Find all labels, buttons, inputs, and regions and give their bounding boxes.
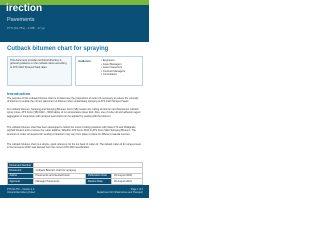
intro-paragraph-2: For cutback bitumen, Spraying and Spraying Bitumen Form (SB) require the cutting of bitumen and bituminous cutback spray mixes. ATS Form (SB) 9110 – 6002 tables of run temperature lower limit. Also, use of cutter oil and adhesion agent aggregates in conjunction with sprayed seal works can be applied by sealing with the bitumen. — [7, 108, 141, 118]
table-value: Cutback Bitumen chart for spraying — [34, 168, 143, 173]
table-label: Publication Date — [86, 173, 112, 178]
footer-left — [7, 188, 35, 194]
table-value: 26 August 2020 — [112, 173, 143, 178]
summary-box: This document provides technical direction & general guidance on the cutback ratios according to ATS 3110 Sprayed Seal rates. — [7, 56, 72, 86]
table-value: 26 August 2021 — [112, 179, 143, 184]
document-footer — [0, 185, 149, 198]
table-label: Document Number — [8, 163, 34, 168]
audience-item: • Asset Inspectors — [101, 66, 125, 70]
table-row — [8, 179, 143, 184]
intro-paragraph-3: The cutback bitumen chart has been developed to reflect the current cutting practices with Class 170 and Multigrade asphalt binders and to reduce the cutter additive. Whether ATS Form 3110 or ATS Form 9110 Spraying Bitumen. The amounts of cutter oil required for sealing contractors may vary from place to place for different material sources. — [7, 126, 136, 136]
table-value: Manager Pavements — [34, 179, 86, 184]
document-info-table — [7, 162, 143, 185]
intro-paragraph-1: The purpose of this cutback bitumen chart is to determine the proportions of cutter oil necessary to reduce the viscosity of bitumen to enable the correct placement of bitumen when undertaking spraying to ATS 3110 Sprayed Seals. — [7, 97, 139, 104]
document-header — [0, 0, 149, 42]
audience-item: • Contract Managers — [101, 70, 125, 74]
header-subtitle: Pavements — [7, 17, 35, 23]
audience-box — [75, 56, 143, 86]
header-title: irection — [6, 3, 43, 14]
document-title: Cutback bitumen chart for spraying — [7, 46, 109, 52]
header-doc-ref: PTS (02-751) - 2 MB - 17 pp — [7, 26, 45, 30]
audience-item: • Consultants — [101, 73, 125, 77]
audience-item: • Engineers — [101, 59, 125, 63]
audience-list — [101, 59, 125, 77]
table-value: Pavements and Geotechnical — [34, 173, 86, 178]
table-label: Approval — [8, 179, 34, 184]
footer-department: Department for Infrastructure and Transport — [96, 191, 143, 195]
table-label: Document — [8, 168, 34, 173]
introduction-heading: Introduction — [7, 91, 31, 96]
footer-doc-version: PTS 02-751 – Version 1.0 — [7, 188, 35, 191]
footer-page-number: Page 1 of 2 — [130, 188, 143, 191]
table-label: Author — [8, 173, 34, 178]
footer-right — [97, 188, 143, 194]
table-label: Review Date — [86, 179, 112, 184]
summary-boxes — [7, 56, 143, 88]
intro-paragraph-4: The cutback bitumen chart is a simple, quick reference for the cut back of cutter oil. The default cutter oil for sprayed seal is the kerosene which was derived from the current ATS 3110 specification. — [7, 143, 141, 150]
audience-label: Audience: — [78, 59, 92, 63]
footer-uncontrolled-note: Uncontrolled when printed — [7, 191, 35, 195]
audience-item: • Asset Managers — [101, 63, 125, 67]
